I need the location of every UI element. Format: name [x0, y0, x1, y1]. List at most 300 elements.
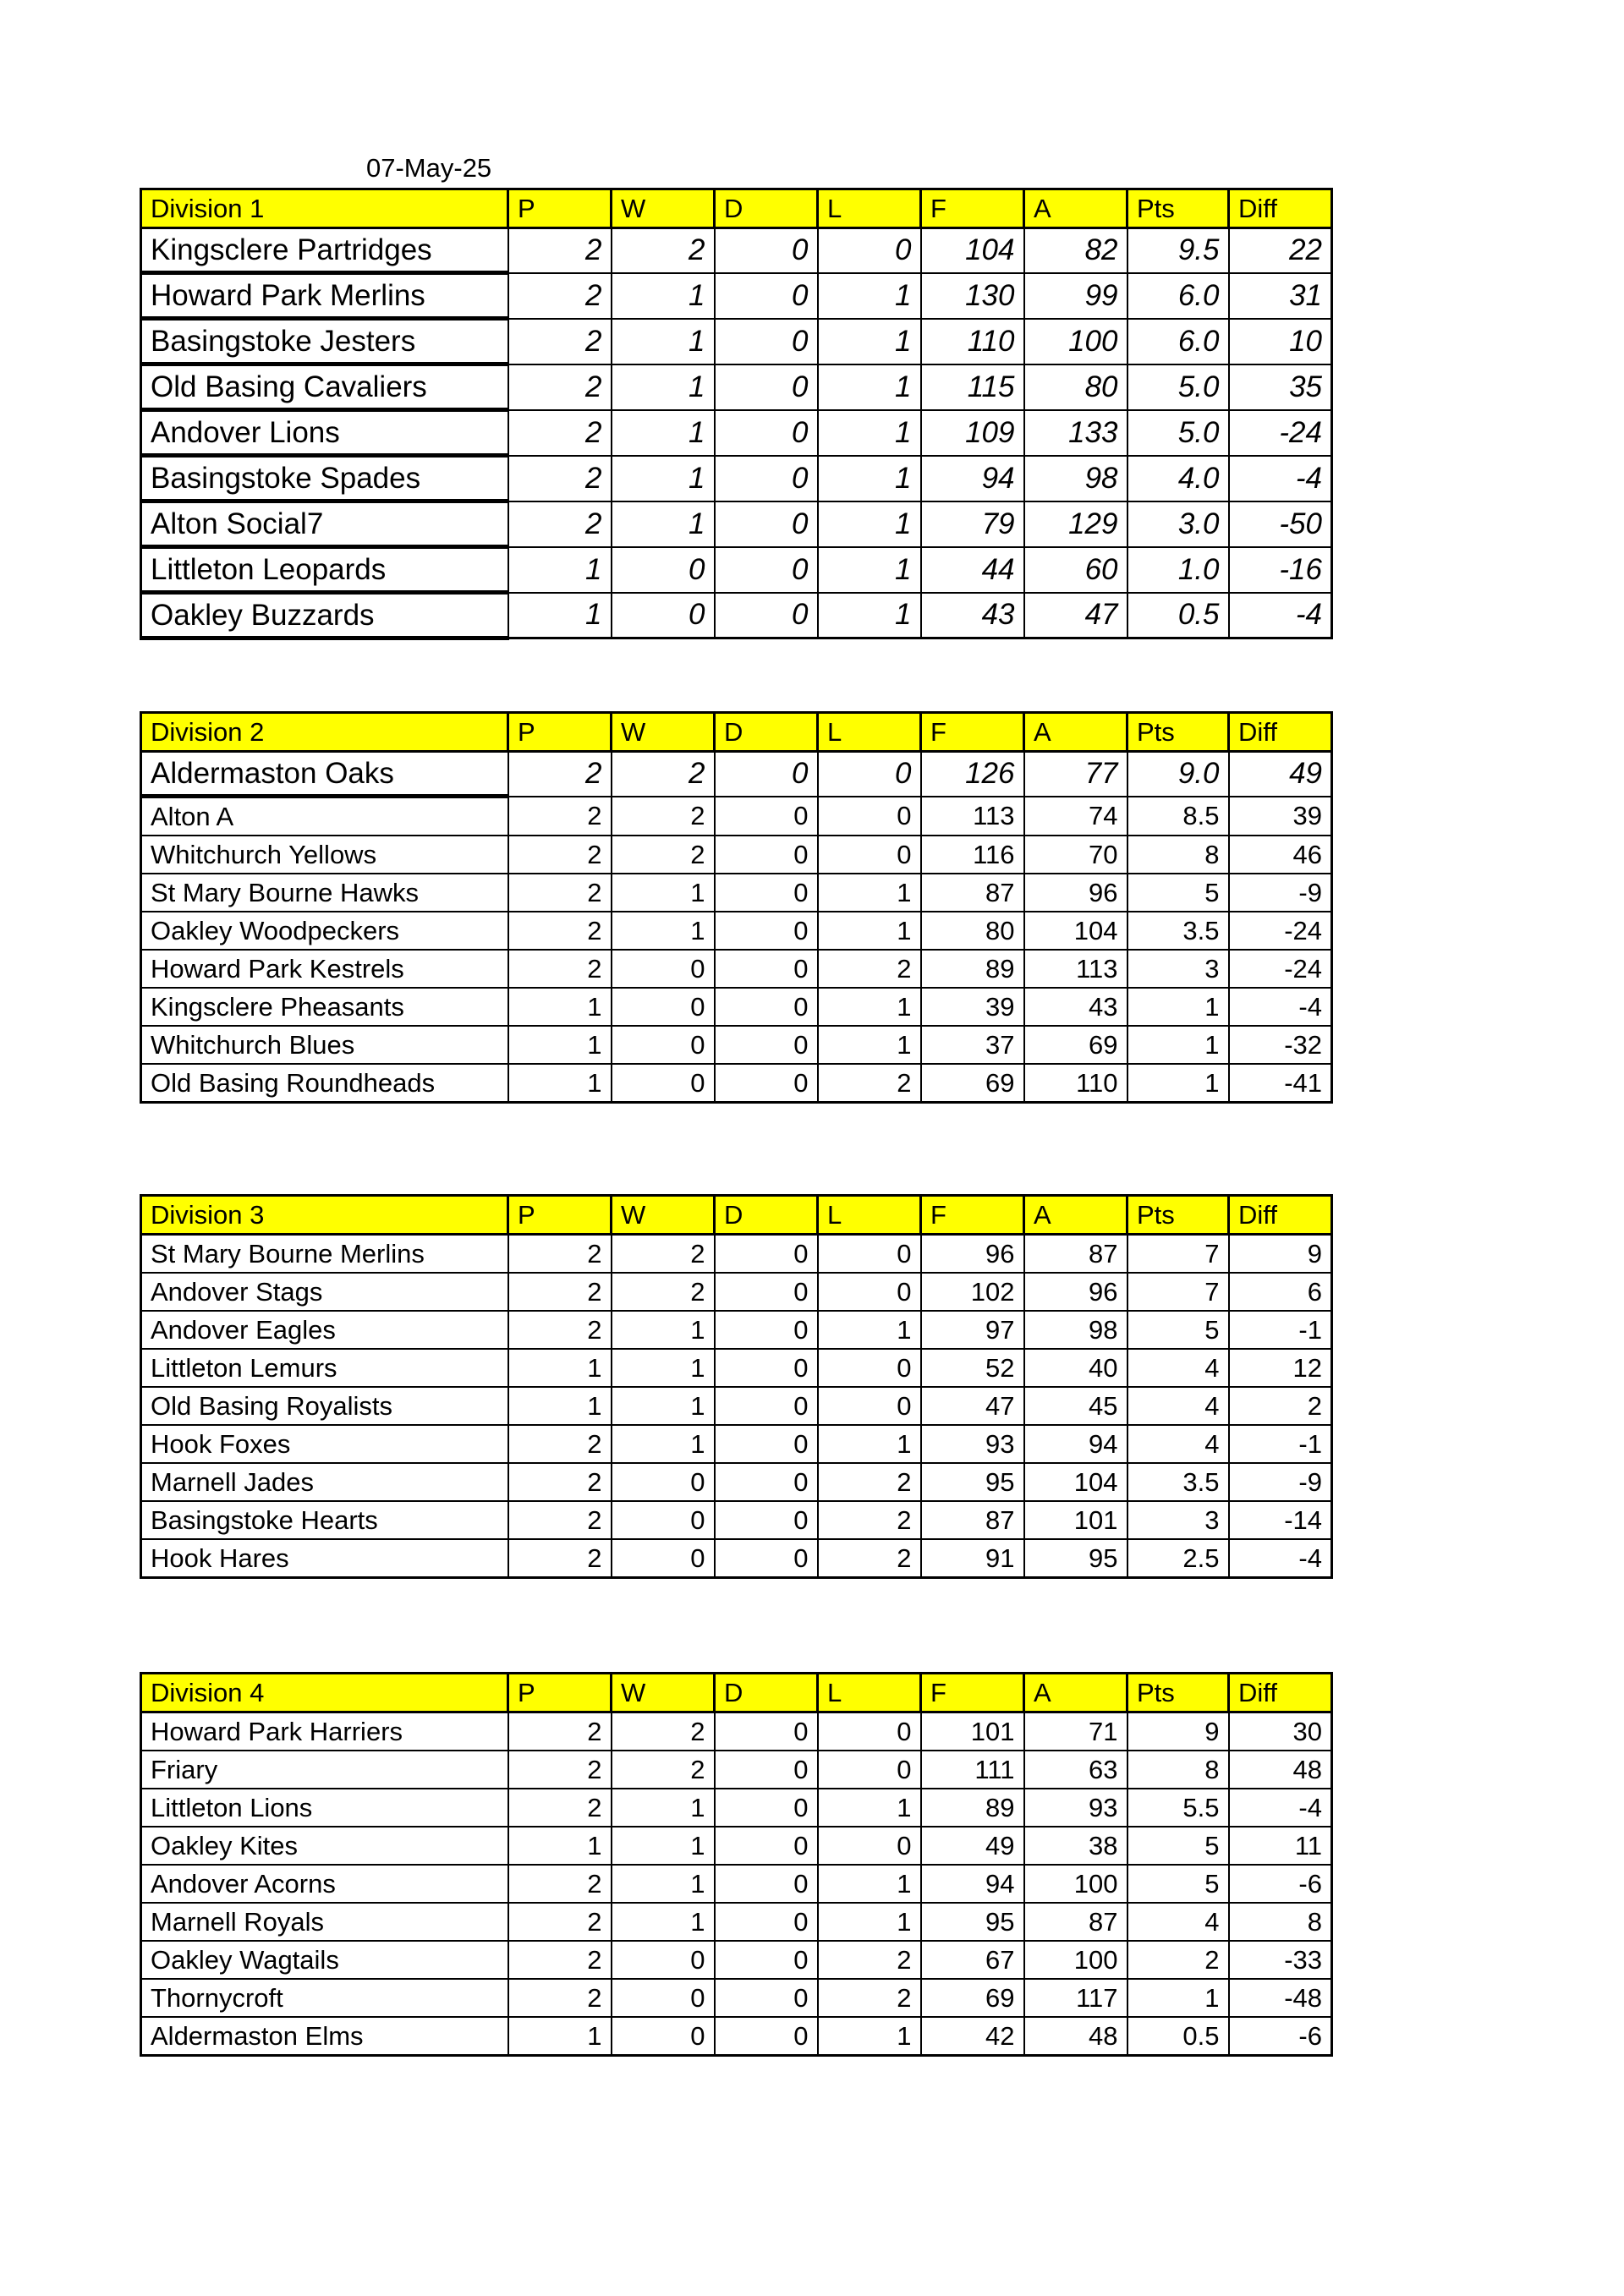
report-date: 07-May-25	[366, 153, 492, 183]
stat-a: 63	[1024, 1751, 1127, 1789]
stat-a: 70	[1024, 836, 1127, 874]
team-name: Littleton Lemurs	[141, 1349, 508, 1387]
column-header: W	[612, 1674, 715, 1712]
team-name: Basingstoke Jesters	[141, 319, 508, 364]
table-row	[141, 950, 1332, 988]
stat-w: 1	[612, 1387, 715, 1425]
stat-w: 1	[612, 912, 715, 950]
stat-diff: 12	[1229, 1349, 1332, 1387]
stat-p: 2	[508, 1751, 612, 1789]
stat-diff: -24	[1229, 950, 1332, 988]
stat-f: 96	[921, 1235, 1024, 1274]
stat-pts: 5	[1127, 1865, 1229, 1903]
team-name: Hook Foxes	[141, 1425, 508, 1463]
stat-w: 1	[612, 410, 715, 456]
column-header: A	[1024, 189, 1127, 228]
stat-d: 0	[715, 797, 818, 836]
stat-p: 1	[508, 1827, 612, 1865]
table-row	[141, 797, 1332, 836]
stat-w: 0	[612, 1539, 715, 1578]
stat-p: 2	[508, 1865, 612, 1903]
stat-pts: 3	[1127, 1501, 1229, 1539]
stat-diff: -41	[1229, 1064, 1332, 1103]
stat-p: 2	[508, 273, 612, 319]
stat-f: 102	[921, 1273, 1024, 1311]
stat-d: 0	[715, 1501, 818, 1539]
stat-d: 0	[715, 364, 818, 410]
stat-p: 2	[508, 1463, 612, 1501]
column-header: Pts	[1127, 1674, 1229, 1712]
table-row	[141, 836, 1332, 874]
team-name: Whitchurch Blues	[141, 1026, 508, 1064]
stat-w: 1	[612, 1425, 715, 1463]
stat-p: 1	[508, 1349, 612, 1387]
stat-pts: 1	[1127, 1979, 1229, 2017]
table-row	[141, 456, 1332, 501]
stat-f: 67	[921, 1941, 1024, 1979]
stat-f: 130	[921, 273, 1024, 319]
table-row	[141, 1751, 1332, 1789]
table-row	[141, 1827, 1332, 1865]
team-name: Oakley Buzzards	[141, 593, 508, 638]
table-row	[141, 1311, 1332, 1349]
stat-f: 116	[921, 836, 1024, 874]
stat-d: 0	[715, 912, 818, 950]
column-header: L	[818, 1674, 921, 1712]
team-name: Littleton Leopards	[141, 547, 508, 593]
division-2-table	[140, 711, 1333, 1104]
stat-diff: 31	[1229, 273, 1332, 319]
column-header: P	[508, 1196, 612, 1235]
stat-w: 2	[612, 228, 715, 273]
stat-a: 40	[1024, 1349, 1127, 1387]
stat-f: 89	[921, 1789, 1024, 1827]
stat-w: 1	[612, 501, 715, 547]
stat-l: 1	[818, 1789, 921, 1827]
stat-f: 95	[921, 1903, 1024, 1941]
stat-pts: 1.0	[1127, 547, 1229, 593]
stat-a: 87	[1024, 1903, 1127, 1941]
stat-diff: -4	[1229, 1789, 1332, 1827]
stat-diff: 6	[1229, 1273, 1332, 1311]
division-title: Division 4	[141, 1674, 508, 1712]
stat-d: 0	[715, 1751, 818, 1789]
column-header: W	[612, 189, 715, 228]
column-header: P	[508, 189, 612, 228]
column-header: F	[921, 1674, 1024, 1712]
stat-f: 115	[921, 364, 1024, 410]
stat-d: 0	[715, 2017, 818, 2056]
team-name: Kingsclere Pheasants	[141, 988, 508, 1026]
stat-diff: -32	[1229, 1026, 1332, 1064]
table-row	[141, 1539, 1332, 1578]
stat-w: 0	[612, 950, 715, 988]
table-row	[141, 1026, 1332, 1064]
stat-diff: 48	[1229, 1751, 1332, 1789]
stat-l: 1	[818, 364, 921, 410]
stat-f: 109	[921, 410, 1024, 456]
table-row	[141, 1979, 1332, 2017]
division-3-table	[140, 1194, 1333, 1579]
stat-f: 69	[921, 1979, 1024, 2017]
stat-a: 113	[1024, 950, 1127, 988]
stat-pts: 5.0	[1127, 410, 1229, 456]
table-row	[141, 874, 1332, 912]
stat-l: 2	[818, 950, 921, 988]
stat-d: 0	[715, 1903, 818, 1941]
stat-pts: 7	[1127, 1273, 1229, 1311]
division-1-table	[140, 188, 1333, 640]
stat-l: 1	[818, 273, 921, 319]
stat-d: 0	[715, 1311, 818, 1349]
stat-f: 49	[921, 1827, 1024, 1865]
stat-d: 0	[715, 1349, 818, 1387]
team-name: Andover Stags	[141, 1273, 508, 1311]
table-row	[141, 364, 1332, 410]
team-name: Hook Hares	[141, 1539, 508, 1578]
team-name: Thornycroft	[141, 1979, 508, 2017]
stat-diff: -6	[1229, 1865, 1332, 1903]
table-header-row	[141, 1196, 1332, 1235]
stat-l: 0	[818, 1387, 921, 1425]
table-row	[141, 1235, 1332, 1274]
table-header-row	[141, 189, 1332, 228]
stat-f: 93	[921, 1425, 1024, 1463]
team-name: Andover Eagles	[141, 1311, 508, 1349]
stat-p: 2	[508, 752, 612, 797]
stat-p: 2	[508, 1235, 612, 1274]
stat-l: 2	[818, 1979, 921, 2017]
stat-f: 95	[921, 1463, 1024, 1501]
stat-w: 2	[612, 836, 715, 874]
stat-l: 1	[818, 593, 921, 638]
stat-a: 104	[1024, 1463, 1127, 1501]
table-row	[141, 1064, 1332, 1103]
stat-l: 2	[818, 1064, 921, 1103]
division-table-body	[141, 1196, 1332, 1578]
stat-diff: 11	[1229, 1827, 1332, 1865]
stat-p: 1	[508, 1387, 612, 1425]
stat-l: 1	[818, 547, 921, 593]
team-name: Howard Park Harriers	[141, 1712, 508, 1751]
table-row	[141, 1789, 1332, 1827]
table-row	[141, 1903, 1332, 1941]
stat-pts: 6.0	[1127, 273, 1229, 319]
stat-l: 0	[818, 752, 921, 797]
team-name: Marnell Royals	[141, 1903, 508, 1941]
table-row	[141, 2017, 1332, 2056]
stat-w: 0	[612, 1026, 715, 1064]
stat-p: 2	[508, 1539, 612, 1578]
team-name: Kingsclere Partridges	[141, 228, 508, 273]
team-name: Alton A	[141, 797, 508, 836]
team-name: Andover Acorns	[141, 1865, 508, 1903]
stat-a: 45	[1024, 1387, 1127, 1425]
stat-p: 2	[508, 1273, 612, 1311]
stat-a: 98	[1024, 1311, 1127, 1349]
stat-diff: 22	[1229, 228, 1332, 273]
column-header: D	[715, 1674, 818, 1712]
stat-l: 1	[818, 988, 921, 1026]
stat-d: 0	[715, 593, 818, 638]
stat-l: 1	[818, 501, 921, 547]
stat-pts: 5	[1127, 874, 1229, 912]
team-name: Alton Social7	[141, 501, 508, 547]
stat-l: 2	[818, 1539, 921, 1578]
column-header: Pts	[1127, 713, 1229, 752]
stat-l: 0	[818, 1712, 921, 1751]
stat-w: 0	[612, 547, 715, 593]
table-row	[141, 1865, 1332, 1903]
column-header: L	[818, 713, 921, 752]
stat-d: 0	[715, 501, 818, 547]
stat-w: 1	[612, 1789, 715, 1827]
column-header: L	[818, 1196, 921, 1235]
stat-pts: 1	[1127, 988, 1229, 1026]
team-name: Marnell Jades	[141, 1463, 508, 1501]
stat-pts: 5	[1127, 1311, 1229, 1349]
table-row	[141, 319, 1332, 364]
stat-d: 0	[715, 228, 818, 273]
stat-pts: 4	[1127, 1903, 1229, 1941]
stat-f: 89	[921, 950, 1024, 988]
stat-p: 2	[508, 1979, 612, 2017]
team-name: St Mary Bourne Hawks	[141, 874, 508, 912]
table-row	[141, 1387, 1332, 1425]
stat-a: 80	[1024, 364, 1127, 410]
stat-a: 87	[1024, 1235, 1127, 1274]
stat-w: 1	[612, 1865, 715, 1903]
stat-f: 52	[921, 1349, 1024, 1387]
stat-p: 2	[508, 319, 612, 364]
table-row	[141, 1501, 1332, 1539]
stat-l: 0	[818, 836, 921, 874]
stat-a: 94	[1024, 1425, 1127, 1463]
stat-diff: 10	[1229, 319, 1332, 364]
stat-a: 100	[1024, 1941, 1127, 1979]
stat-d: 0	[715, 752, 818, 797]
stat-w: 0	[612, 988, 715, 1026]
stat-l: 0	[818, 1827, 921, 1865]
column-header: D	[715, 189, 818, 228]
table-row	[141, 1712, 1332, 1751]
stat-pts: 2.5	[1127, 1539, 1229, 1578]
stat-w: 1	[612, 874, 715, 912]
division-table-body	[141, 1674, 1332, 2056]
stat-l: 2	[818, 1501, 921, 1539]
stat-diff: -14	[1229, 1501, 1332, 1539]
stat-f: 94	[921, 1865, 1024, 1903]
team-name: St Mary Bourne Merlins	[141, 1235, 508, 1274]
stat-d: 0	[715, 1979, 818, 2017]
stat-l: 1	[818, 319, 921, 364]
team-name: Littleton Lions	[141, 1789, 508, 1827]
column-header: Diff	[1229, 1674, 1332, 1712]
stat-pts: 1	[1127, 1026, 1229, 1064]
table-row	[141, 273, 1332, 319]
table-row	[141, 1941, 1332, 1979]
stat-d: 0	[715, 1712, 818, 1751]
stat-diff: -24	[1229, 410, 1332, 456]
stat-diff: -16	[1229, 547, 1332, 593]
stat-pts: 1	[1127, 1064, 1229, 1103]
stat-a: 110	[1024, 1064, 1127, 1103]
stat-f: 126	[921, 752, 1024, 797]
stat-w: 0	[612, 1463, 715, 1501]
stat-f: 87	[921, 874, 1024, 912]
stat-p: 1	[508, 547, 612, 593]
stat-a: 93	[1024, 1789, 1127, 1827]
stat-p: 1	[508, 1064, 612, 1103]
stat-w: 1	[612, 456, 715, 501]
stat-pts: 2	[1127, 1941, 1229, 1979]
stat-diff: -4	[1229, 456, 1332, 501]
column-header: Diff	[1229, 1196, 1332, 1235]
table-row	[141, 547, 1332, 593]
stat-l: 0	[818, 228, 921, 273]
stat-d: 0	[715, 410, 818, 456]
column-header: F	[921, 713, 1024, 752]
stat-l: 1	[818, 1026, 921, 1064]
stat-w: 1	[612, 319, 715, 364]
stat-pts: 4	[1127, 1387, 1229, 1425]
stat-w: 1	[612, 364, 715, 410]
stat-pts: 0.5	[1127, 593, 1229, 638]
stat-pts: 4	[1127, 1425, 1229, 1463]
stat-l: 1	[818, 1903, 921, 1941]
column-header: A	[1024, 713, 1127, 752]
stat-p: 1	[508, 593, 612, 638]
stat-d: 0	[715, 547, 818, 593]
stat-d: 0	[715, 874, 818, 912]
stat-f: 47	[921, 1387, 1024, 1425]
stat-diff: -9	[1229, 1463, 1332, 1501]
team-name: Old Basing Cavaliers	[141, 364, 508, 410]
stat-p: 2	[508, 1903, 612, 1941]
stat-l: 1	[818, 912, 921, 950]
stat-a: 77	[1024, 752, 1127, 797]
stat-a: 98	[1024, 456, 1127, 501]
table-row	[141, 988, 1332, 1026]
stat-w: 2	[612, 1751, 715, 1789]
stat-d: 0	[715, 1273, 818, 1311]
stat-p: 2	[508, 950, 612, 988]
stat-diff: -6	[1229, 2017, 1332, 2056]
column-header: Diff	[1229, 713, 1332, 752]
column-header: Pts	[1127, 189, 1229, 228]
column-header: A	[1024, 1674, 1127, 1712]
stat-diff: -24	[1229, 912, 1332, 950]
division-title: Division 3	[141, 1196, 508, 1235]
stat-f: 42	[921, 2017, 1024, 2056]
stat-pts: 3.5	[1127, 1463, 1229, 1501]
stat-a: 101	[1024, 1501, 1127, 1539]
stat-diff: 39	[1229, 797, 1332, 836]
stat-f: 80	[921, 912, 1024, 950]
table-header-row	[141, 1674, 1332, 1712]
stat-p: 2	[508, 456, 612, 501]
stat-diff: -1	[1229, 1425, 1332, 1463]
stat-f: 43	[921, 593, 1024, 638]
stat-a: 60	[1024, 547, 1127, 593]
column-header: P	[508, 1674, 612, 1712]
stat-pts: 8	[1127, 836, 1229, 874]
stat-f: 113	[921, 797, 1024, 836]
stat-l: 2	[818, 1941, 921, 1979]
stat-w: 1	[612, 1903, 715, 1941]
stat-f: 44	[921, 547, 1024, 593]
stat-a: 74	[1024, 797, 1127, 836]
stat-d: 0	[715, 1425, 818, 1463]
stat-w: 0	[612, 2017, 715, 2056]
table-header-row	[141, 713, 1332, 752]
stat-p: 1	[508, 988, 612, 1026]
stat-d: 0	[715, 456, 818, 501]
stat-w: 2	[612, 797, 715, 836]
team-name: Oakley Wagtails	[141, 1941, 508, 1979]
table-row	[141, 912, 1332, 950]
stat-d: 0	[715, 1064, 818, 1103]
stat-pts: 4	[1127, 1349, 1229, 1387]
table-row	[141, 410, 1332, 456]
stat-p: 2	[508, 1789, 612, 1827]
stat-f: 94	[921, 456, 1024, 501]
stat-p: 2	[508, 912, 612, 950]
stat-a: 71	[1024, 1712, 1127, 1751]
stat-l: 0	[818, 797, 921, 836]
stat-f: 111	[921, 1751, 1024, 1789]
column-header: D	[715, 1196, 818, 1235]
stat-d: 0	[715, 273, 818, 319]
team-name: Oakley Kites	[141, 1827, 508, 1865]
team-name: Howard Park Merlins	[141, 273, 508, 319]
table-row	[141, 1273, 1332, 1311]
stat-diff: 49	[1229, 752, 1332, 797]
stat-diff: 46	[1229, 836, 1332, 874]
stat-diff: -4	[1229, 988, 1332, 1026]
stat-a: 133	[1024, 410, 1127, 456]
stat-diff: -4	[1229, 593, 1332, 638]
stat-f: 87	[921, 1501, 1024, 1539]
stat-a: 99	[1024, 273, 1127, 319]
stat-w: 2	[612, 752, 715, 797]
stat-f: 79	[921, 501, 1024, 547]
stat-p: 2	[508, 1425, 612, 1463]
team-name: Aldermaston Elms	[141, 2017, 508, 2056]
stat-diff: -1	[1229, 1311, 1332, 1349]
stat-pts: 3.5	[1127, 912, 1229, 950]
stat-a: 96	[1024, 1273, 1127, 1311]
division-table-body	[141, 713, 1332, 1103]
stat-d: 0	[715, 1865, 818, 1903]
stat-w: 0	[612, 1979, 715, 2017]
stat-a: 48	[1024, 2017, 1127, 2056]
stat-d: 0	[715, 1789, 818, 1827]
column-header: F	[921, 1196, 1024, 1235]
stat-d: 0	[715, 988, 818, 1026]
stat-f: 91	[921, 1539, 1024, 1578]
column-header: W	[612, 1196, 715, 1235]
team-name: Friary	[141, 1751, 508, 1789]
stat-d: 0	[715, 836, 818, 874]
team-name: Aldermaston Oaks	[141, 752, 508, 797]
stat-d: 0	[715, 1026, 818, 1064]
division-title: Division 1	[141, 189, 508, 228]
stat-w: 1	[612, 1349, 715, 1387]
stat-w: 0	[612, 1941, 715, 1979]
stat-f: 69	[921, 1064, 1024, 1103]
stat-l: 1	[818, 874, 921, 912]
